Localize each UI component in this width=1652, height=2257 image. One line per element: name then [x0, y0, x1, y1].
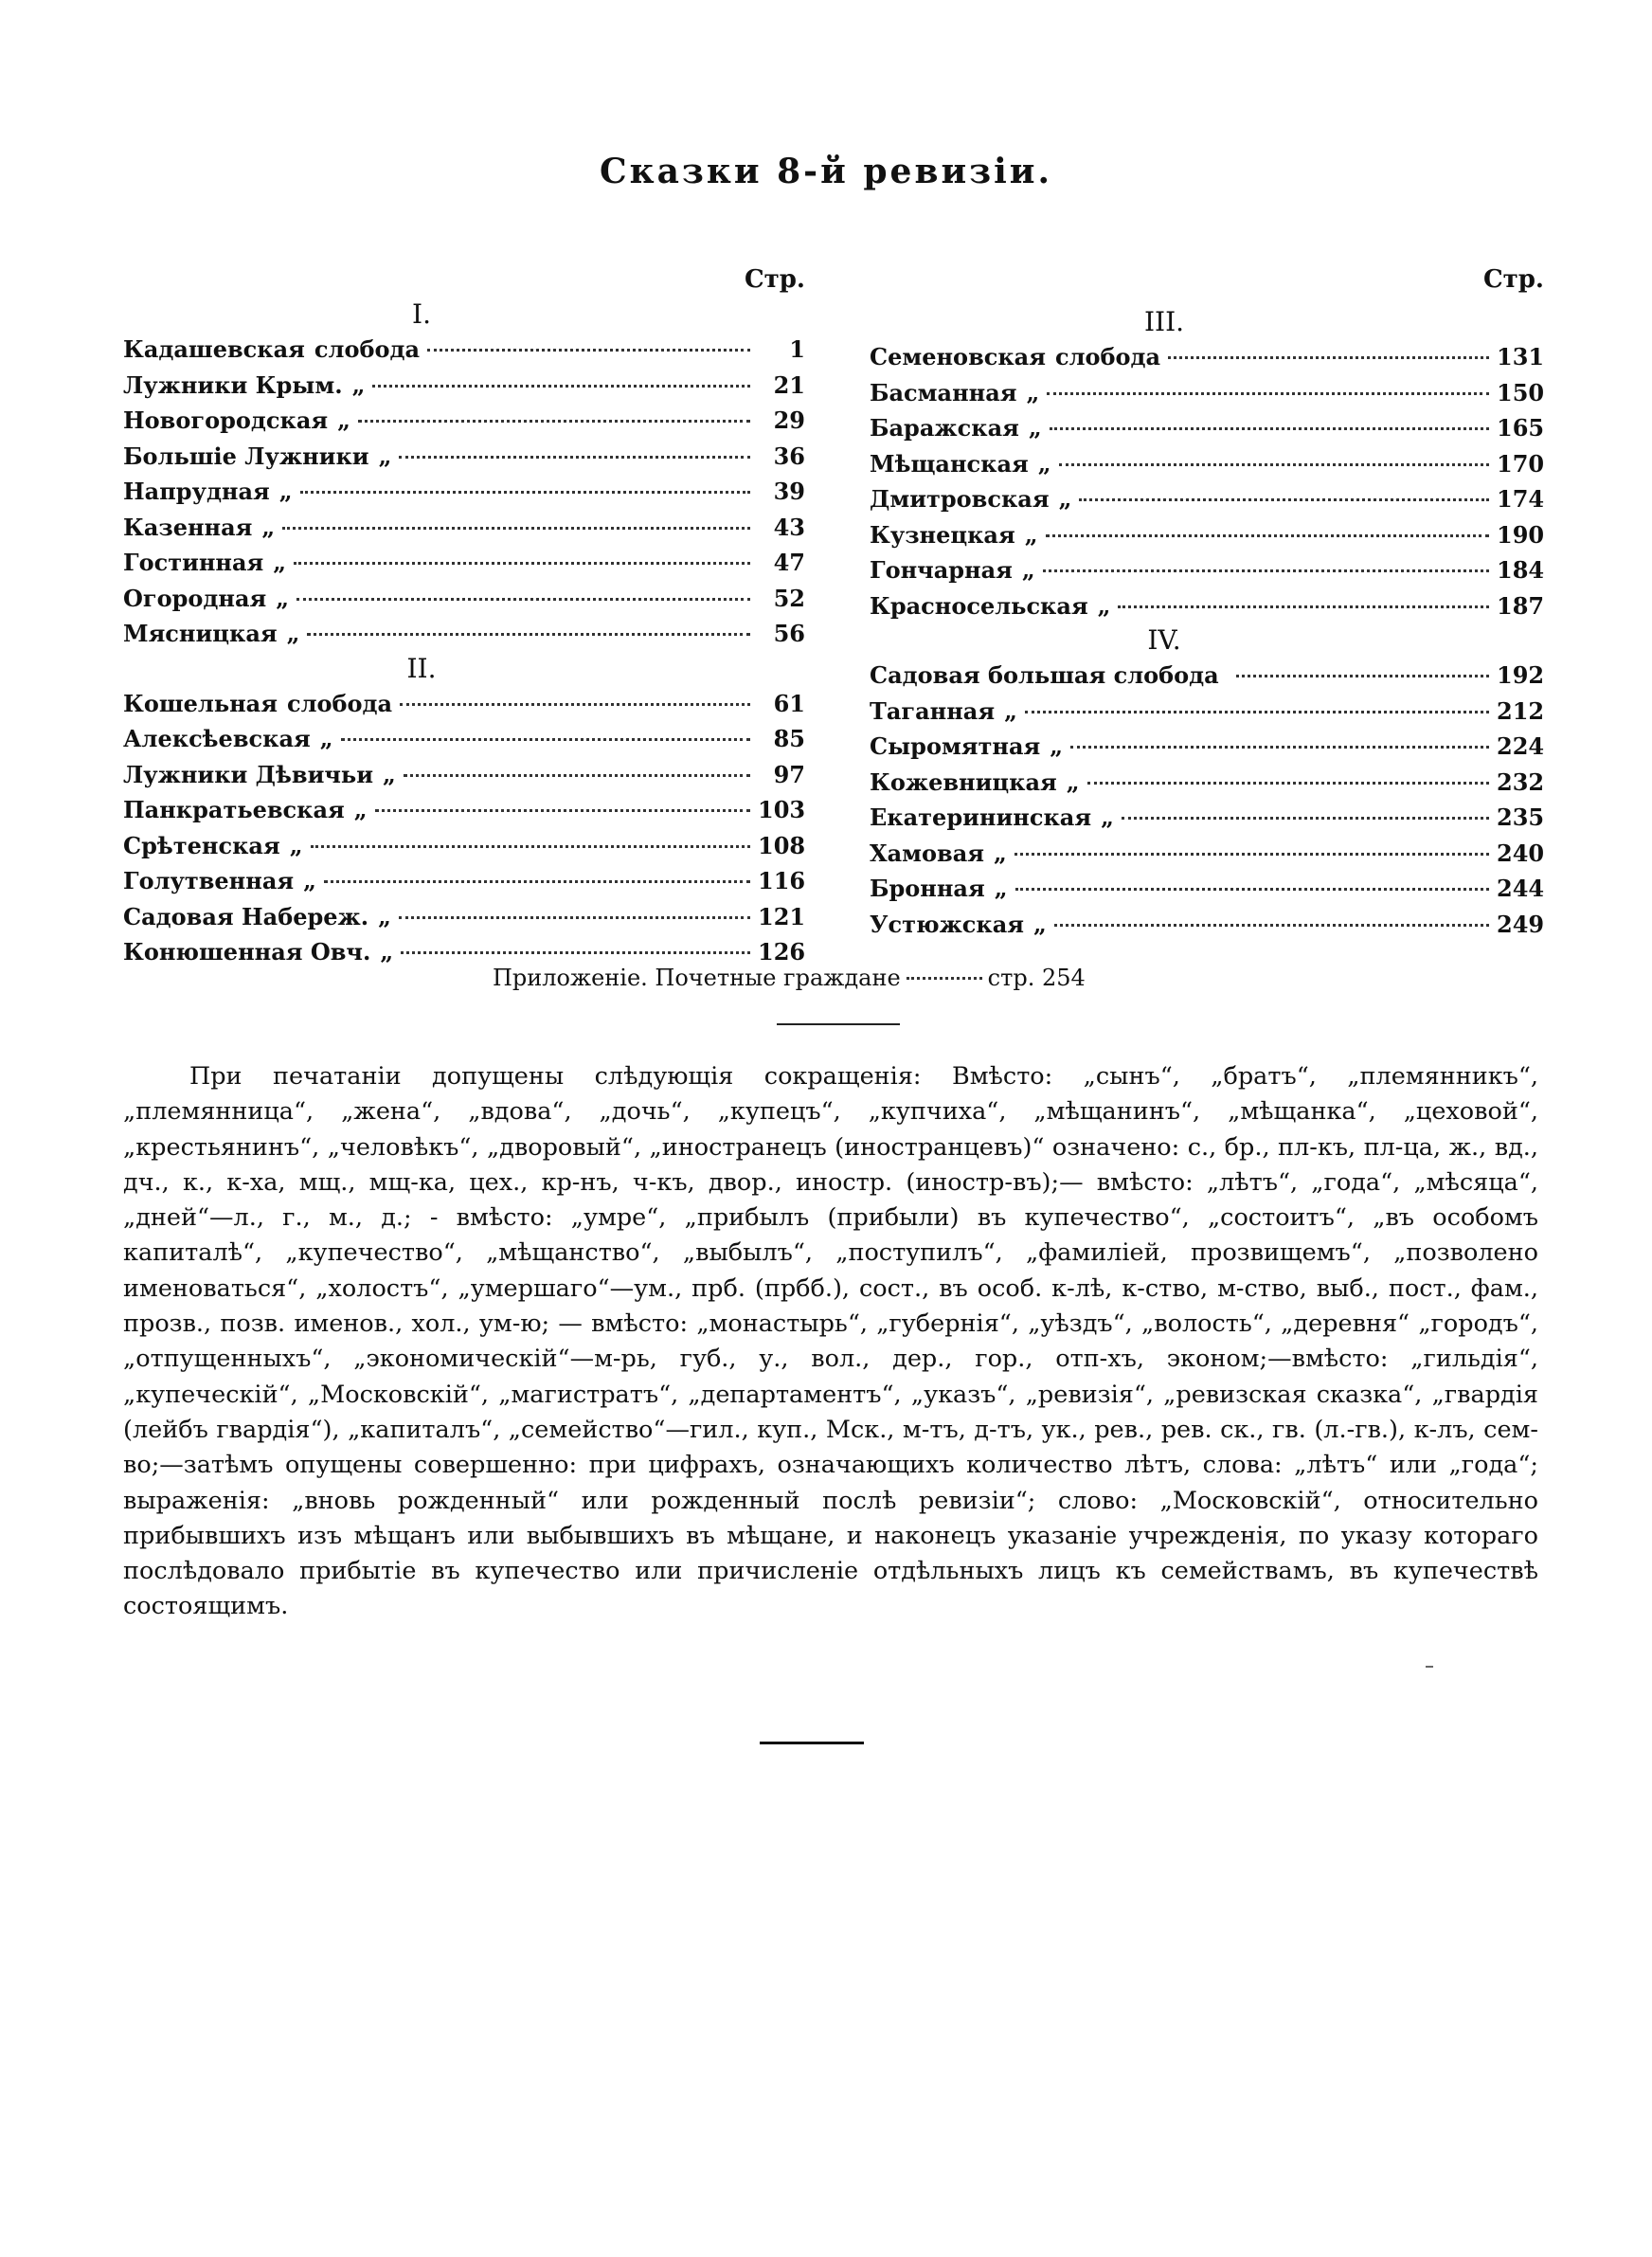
index-row	[870, 907, 1544, 943]
settlement-name: Кадашевская	[123, 335, 305, 363]
section-numeral: III.	[1143, 306, 1185, 337]
page-column-label: Стр.	[1482, 265, 1544, 294]
settlement-name: Хамовая	[870, 839, 984, 867]
settlement-qualifier: „	[378, 902, 391, 930]
page-number: 21	[773, 370, 805, 399]
settlement-name: Мясницкая	[123, 620, 278, 647]
page-number: 61	[773, 689, 805, 717]
settlement-name: Красносельская	[870, 591, 1088, 620]
settlement-qualifier: „	[319, 725, 333, 752]
settlement-qualifier: „	[261, 513, 276, 541]
index-row	[870, 871, 1544, 907]
page-number: 170	[1497, 449, 1545, 478]
page-number: 1	[789, 335, 805, 363]
right-index-column	[870, 265, 1544, 942]
leader-dots	[324, 880, 750, 883]
leader-dots	[1118, 605, 1489, 608]
leader-dots	[1079, 498, 1489, 501]
settlement-name: Дмитровская	[870, 485, 1050, 513]
separator-rule	[777, 1023, 900, 1025]
settlement-name: Гончарная	[870, 556, 1013, 584]
page-number: 232	[1497, 767, 1545, 796]
page-number: 150	[1497, 378, 1545, 406]
page-number: 249	[1497, 910, 1545, 938]
page-number: 187	[1497, 591, 1545, 620]
left-index-column	[123, 265, 805, 970]
index-row	[123, 332, 805, 368]
settlement-name: Сыромятная	[870, 732, 1041, 760]
settlement-qualifier: „	[273, 549, 287, 576]
index-row	[870, 836, 1544, 872]
settlement-name: Семеновская	[870, 343, 1046, 370]
page-number: 174	[1497, 485, 1545, 513]
index-row	[870, 410, 1544, 446]
index-row	[870, 729, 1544, 765]
settlement-qualifier: „	[383, 760, 396, 788]
leader-dots	[427, 349, 750, 352]
page-number: 103	[758, 796, 806, 823]
index-row	[870, 375, 1544, 411]
index-row	[123, 721, 805, 757]
leader-dots	[401, 951, 750, 954]
settlement-qualifier: „	[289, 831, 303, 859]
settlement-name: Огородная	[123, 584, 267, 612]
leader-dots	[1046, 534, 1489, 537]
leader-dots	[307, 633, 750, 636]
index-row	[870, 588, 1544, 624]
leader-dots	[1015, 853, 1489, 856]
section-numeral: I.	[412, 298, 431, 330]
settlement-name: Басманная	[870, 378, 1017, 406]
abbreviations-note: При печатаніи допущены слѣдующія сокращенія: Вмѣсто: „сынъ“, „братъ“, „племянникъ“, „племянница“, „жена“, „вдова“, „дочь“, „купецъ“, „купчиха“, „мѣщанинъ“, „мѣщанка“, „цеховой“, „крестьянинъ“, „человѣкъ“, „дворовый“, „иностранецъ (иностранцевъ)“ означено: с., бр., пл-къ, пл-ца, ж., вд., дч., к., к-ха, мщ., мщ-ка, цех., кр-нъ, ч-къ, двор., иностр. (иностр-въ);— вмѣсто: „лѣтъ“, „года“, „мѣсяца“, „дней“—л., г., м., д.; - вмѣсто: „умре“, „прибылъ (прибыли) въ купечество“, „состоитъ“, „въ особомъ капиталѣ“, „купечество“, „мѣщанство“, „выбылъ“, „поступилъ“, „фамиліей, прозвищемъ“, „позволено именоваться“, „холостъ“, „умершаго“—ум., прб. (прбб.), сост., въ особ. к-лѣ, к-ство, м-ство, выб., пост., фам., прозв., позв. именов., хол., ум-ю; — вмѣсто: „монастырь“, „губернія“, „уѣздъ“, „волость“, „деревня“ „городъ“, „отпущенныхъ“, „экономическій“—м-рь, губ., у., вол., дер., гор., отп-хъ, эконом;—вмѣсто: „гильдія“, „купеческій“, „Московскій“, „магистратъ“, „департаментъ“, „указъ“, „ревизія“, „ревизская сказка“, „гвардія (лейбъ гвардія“), „капиталъ“, „семейство“—гил., куп., Мск., м-тъ, д-тъ, ук., рев., рев. ск., гв. (л.-гв.), к-лъ, сем-во;—затѣмъ опущены совершенно: при цифрахъ, означающихъ количество лѣтъ, слова: „лѣтъ“ или „года“; выраженія: „вновь рожденный“ или рожденный послѣ ревизіи“; слово: „Московскій“, относительно прибывшихъ изъ мѣщанъ или выбывшихъ въ мѣщане, и наконецъ указаніе учрежденія, по указу котораго послѣдовало прибытіе въ купечество или причисленіе отдѣльныхъ лицъ къ семействамъ, въ купечествѣ состоящимъ.	[123, 1062, 1538, 1621]
leader-dots	[282, 527, 750, 530]
leader-dots	[1122, 817, 1489, 820]
page-number: 165	[1497, 414, 1545, 442]
page-number: 36	[773, 442, 805, 470]
settlement-name: Кошельная	[123, 689, 278, 717]
page-number: 184	[1497, 556, 1545, 584]
leader-dots	[358, 420, 750, 423]
settlement-name: Гостинная	[123, 549, 264, 576]
page-number: 244	[1497, 875, 1545, 902]
page-number: 47	[773, 549, 805, 576]
index-row	[123, 439, 805, 475]
settlement-qualifier: „	[1033, 910, 1047, 938]
index-row	[123, 686, 805, 722]
settlement-name: Конюшенная Овч.	[123, 938, 371, 966]
leader-dots	[400, 703, 750, 706]
settlement-qualifier: „	[993, 839, 1007, 867]
settlement-qualifier: „	[276, 584, 290, 612]
settlement-name: Новогородская	[123, 406, 329, 434]
settlement-qualifier: „	[337, 406, 350, 434]
leader-dots	[404, 774, 750, 777]
appendix-label: Приложеніе. Почетные граждане	[493, 965, 901, 991]
settlement-qualifier: „	[1066, 767, 1080, 796]
index-row	[123, 581, 805, 617]
page-number: 126	[758, 938, 806, 966]
index-row	[123, 899, 805, 935]
index-row	[123, 757, 805, 793]
settlement-name: Панкратьевская	[123, 796, 345, 823]
leader-dots	[375, 809, 750, 812]
page-number: 240	[1497, 839, 1545, 867]
leader-dots	[1043, 569, 1489, 572]
index-row	[123, 792, 805, 828]
index-row	[870, 765, 1544, 801]
leader-dots	[1059, 463, 1489, 466]
settlement-name: Садовая Набереж.	[123, 902, 369, 930]
page-number: 29	[773, 406, 805, 434]
index-row	[123, 863, 805, 899]
page-title: Сказки 8-й ревизіи.	[599, 152, 1053, 191]
index-row	[870, 694, 1544, 730]
settlement-name: Устюжская	[870, 910, 1025, 938]
page-number: 121	[758, 902, 806, 930]
settlement-qualifier: „	[1028, 414, 1042, 442]
page-number: 190	[1497, 520, 1545, 549]
page-number: 39	[773, 478, 805, 505]
index-row	[123, 828, 805, 864]
page-number: 224	[1497, 732, 1545, 760]
index-row	[870, 481, 1544, 517]
settlement-name: Напрудная	[123, 478, 270, 505]
settlement-qualifier: „	[1021, 556, 1035, 584]
leader-dots	[296, 598, 750, 601]
settlement-qualifier: слобода	[286, 689, 393, 717]
leader-dots	[399, 916, 750, 919]
settlement-name: Мѣщанская	[870, 449, 1029, 478]
settlement-qualifier: слобода	[314, 335, 421, 363]
settlement-qualifier: „	[378, 442, 392, 470]
page-number: 108	[758, 831, 806, 859]
page-number: 52	[773, 584, 805, 612]
leader-dots	[372, 385, 750, 388]
leader-dots	[1050, 427, 1489, 430]
settlement-name: Срѣтенская	[123, 831, 280, 859]
index-row	[123, 545, 805, 581]
leader-dots	[341, 738, 750, 741]
settlement-name: Баражская	[870, 414, 1019, 442]
settlement-name: Большіе Лужники	[123, 442, 369, 470]
section-numeral: IV.	[1147, 624, 1181, 656]
settlement-name: Садовая большая слобода	[870, 661, 1219, 689]
page-number: 192	[1497, 661, 1545, 689]
settlement-name: Казенная	[123, 513, 253, 541]
index-row	[870, 800, 1544, 836]
settlement-qualifier: „	[278, 478, 293, 505]
settlement-name: Таганная	[870, 696, 996, 725]
leader-dots	[1087, 782, 1489, 785]
page-number: 116	[758, 867, 806, 894]
page-column-label: Стр.	[744, 265, 805, 294]
settlement-qualifier: „	[1024, 520, 1038, 549]
settlement-name: Кузнецкая	[870, 520, 1015, 549]
appendix-page-ref: стр. 254	[987, 965, 1086, 991]
index-row	[870, 339, 1544, 375]
appendix-entry	[493, 965, 1175, 991]
index-row	[870, 552, 1544, 588]
page-number: 131	[1497, 343, 1545, 370]
settlement-qualifier: „	[1037, 449, 1051, 478]
settlement-qualifier: „	[1101, 803, 1114, 831]
end-rule	[760, 1742, 864, 1744]
settlement-qualifier: слобода	[1054, 343, 1161, 370]
page-number: 85	[773, 725, 805, 752]
settlement-name: Бронная	[870, 875, 985, 902]
settlement-qualifier: „	[1050, 732, 1064, 760]
index-row	[123, 403, 805, 439]
page-number: 212	[1497, 696, 1545, 725]
index-row	[123, 474, 805, 510]
page-number: 97	[773, 760, 805, 788]
page-number: 235	[1497, 803, 1545, 831]
settlement-qualifier: „	[353, 796, 368, 823]
settlement-name: Лужники Крым.	[123, 370, 343, 399]
settlement-name: Екатерининская	[870, 803, 1092, 831]
settlement-name: Лужники Дѣвичьи	[123, 760, 374, 788]
settlement-qualifier: „	[303, 867, 316, 894]
settlement-qualifier: „	[380, 938, 394, 966]
leader-dots	[1025, 711, 1489, 713]
settlement-qualifier: „	[1097, 591, 1111, 620]
settlement-qualifier: „	[351, 370, 366, 399]
settlement-qualifier: „	[286, 620, 300, 647]
section-numeral: II.	[406, 652, 437, 684]
page-number: 43	[773, 513, 805, 541]
leader-dots	[907, 977, 982, 980]
index-row	[123, 368, 805, 404]
leader-dots	[1236, 675, 1489, 677]
index-row	[123, 616, 805, 652]
leader-dots	[1054, 924, 1489, 927]
settlement-qualifier: „	[994, 875, 1008, 902]
index-row	[870, 446, 1544, 482]
leader-dots	[399, 456, 750, 459]
leader-dots	[1015, 888, 1489, 891]
leader-dots	[300, 491, 750, 494]
settlement-name: Голутвенная	[123, 867, 295, 894]
leader-dots	[1168, 356, 1489, 359]
settlement-qualifier: „	[1026, 378, 1040, 406]
index-row	[870, 658, 1544, 694]
index-row	[870, 517, 1544, 553]
index-row	[123, 510, 805, 546]
settlement-name: Кожевницкая	[870, 767, 1057, 796]
leader-dots	[1047, 392, 1489, 395]
leader-dots	[294, 562, 750, 565]
settlement-qualifier: „	[1004, 696, 1017, 725]
page-number: 56	[773, 620, 805, 647]
stray-mark	[1426, 1666, 1433, 1668]
settlement-qualifier: „	[1058, 485, 1072, 513]
leader-dots	[1070, 746, 1489, 749]
leader-dots	[311, 845, 750, 848]
settlement-name: Алексѣевская	[123, 725, 311, 752]
